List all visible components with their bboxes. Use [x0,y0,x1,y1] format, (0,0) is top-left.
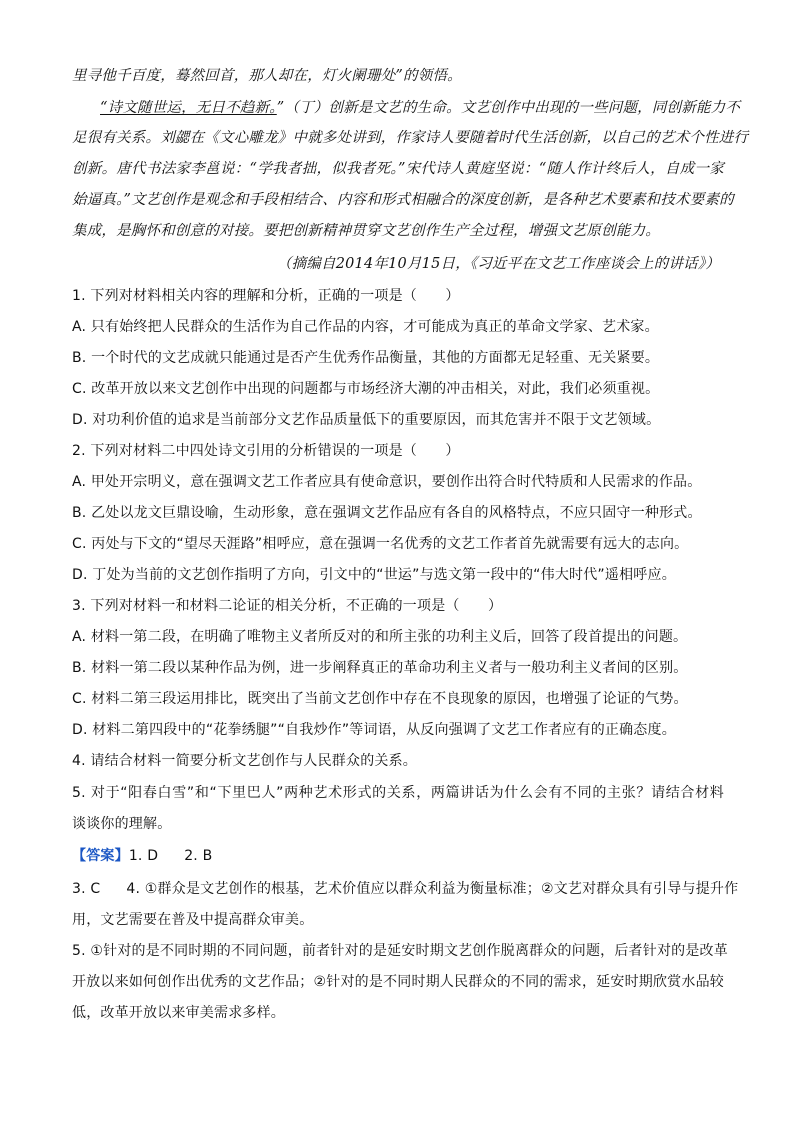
question-2-option-a: A. 甲处开宗明义，意在强调文艺工作者应具有使命意识，要创作出符合时代特质和人民需求的作品。 [72,474,702,490]
question-2-option-b: B. 乙处以龙文巨鼎设喻，生动形象，意在强调文艺作品应有各自的风格特点，不应只固守一种形式。 [72,505,702,521]
question-5-line-1: 5. 对于“阳春白雪”和“下里巴人”两种艺术形式的关系，两篇讲话为什么会有不同的主张？请结合材料 [72,785,724,801]
passage-source: （摘编自2014年10月15日，《习近平在文艺工作座谈会上的讲话》） [276,256,720,272]
passage-line-3: 足很有关系。刘勰在《文心雕龙》中就多处讲到，作家诗人要随着时代生活创新，以自己的艺术个性进行 [72,130,749,146]
question-3-option-a: A. 材料一第二段，在明确了唯物主义者所反对的和所主张的功利主义后，回答了段首提出的问题。 [72,629,688,645]
answer-5-line-3: 低，改革开放以来审美需求多样。 [72,1005,285,1021]
question-1-option-b: B. 一个时代的文艺成就只能通过是否产生优秀作品衡量，其他的方面都无足轻重、无关紧要。 [72,350,660,366]
passage-line-4: 创新。唐代书法家李邕说：“学我者拙，似我者死。”宋代诗人黄庭坚说：“随人作计终后人，自成一家 [72,161,724,177]
answer-3: 3. C [72,881,101,897]
answer-tag: 【答案】 [72,848,129,864]
answer-row-2 [72,879,739,899]
question-1: 1. 下列对材料相关内容的理解和分析，正确的一项是（ ） [72,288,460,304]
passage-line-5: 始逼真。”文艺创作是观念和手段相结合、内容和形式相融合的深度创新，是各种艺术要素和技术要素的 [72,192,734,208]
quote-underlined: “诗文随世运，无日不趋新。 [100,100,277,116]
answer-row-1 [72,846,724,866]
question-1-option-a: A. 只有始终把人民群众的生活作为自己作品的内容，才可能成为真正的革命文学家、艺术家。 [72,319,659,335]
question-2: 2. 下列对材料二中四处诗文引用的分析错误的一项是（ ） [72,443,460,459]
question-3: 3. 下列对材料一和材料二论证的相关分析，不正确的一项是（ ） [72,598,503,614]
question-2-option-d: D. 丁处为当前的文艺创作指明了方向，引文中的“世运”与选文第一段中的“伟大时代”遥相呼应。 [72,567,676,583]
question-5-line-2: 谈谈你的理解。 [72,816,172,832]
question-3-option-d: D. 材料二第四段中的“花拳绣腿”“自我炒作”等词语，从反向强调了文艺工作者应有的正确态度。 [72,722,676,738]
question-3-option-b: B. 材料一第二段以某种作品为例，进一步阐释真正的革命功利主义者与一般功利主义者间的区别。 [72,660,688,676]
question-4: 4. 请结合材料一简要分析文艺创作与人民群众的关系。 [72,753,418,769]
question-2-option-c: C. 丙处与下文的“望尽天涯路”相呼应，意在强调一名优秀的文艺工作者首先就需要有远大的志向。 [72,536,689,552]
passage-line-6: 集成，是胸怀和创意的对接。要把创新精神贯穿文艺创作生产全过程，增强文艺原创能力。 [72,223,660,239]
passage-line-2-rest: ”（丁）创新是文艺的生命。文艺创作中出现的一些问题，同创新能力不 [276,100,741,116]
answer-5-line-1: 5. ①针对的是不同时期的不同问题，前者针对的是延安时期文艺创作脱离群众的问题，后者针对的是改革 [72,943,728,959]
passage-line-2 [100,98,741,118]
answer-5-line-2: 开放以来如何创作出优秀的文艺作品；②针对的是不同时期人民群众的不同的需求，延安时期欣赏水品较 [72,974,724,990]
question-1-option-c: C. 改革开放以来文艺创作中出现的问题都与市场经济大潮的冲击相关，对此，我们必须重视。 [72,381,660,397]
question-3-option-c: C. 材料二第三段运用排比，既突出了当前文艺创作中存在不良现象的原因，也增强了论证的气势。 [72,691,688,707]
passage-line-1: 里寻他千百度，蓦然回首，那人却在，灯火阑珊处”的领悟。 [72,68,462,84]
question-1-option-d: D. 对功利价值的追求是当前部分文艺作品质量低下的重要原因，而其危害并不限于文艺领域。 [72,412,661,428]
answer-4-line-2: 用，文艺需要在普及中提高群众审美。 [72,912,314,928]
answer-4-line-1: 4. ①群众是文艺创作的根基，艺术价值应以群众利益为衡量标准；②文艺对群众具有引导与提升作 [126,881,739,897]
answer-2: 2. B [184,848,213,864]
answer-1: 1. D [128,848,159,864]
